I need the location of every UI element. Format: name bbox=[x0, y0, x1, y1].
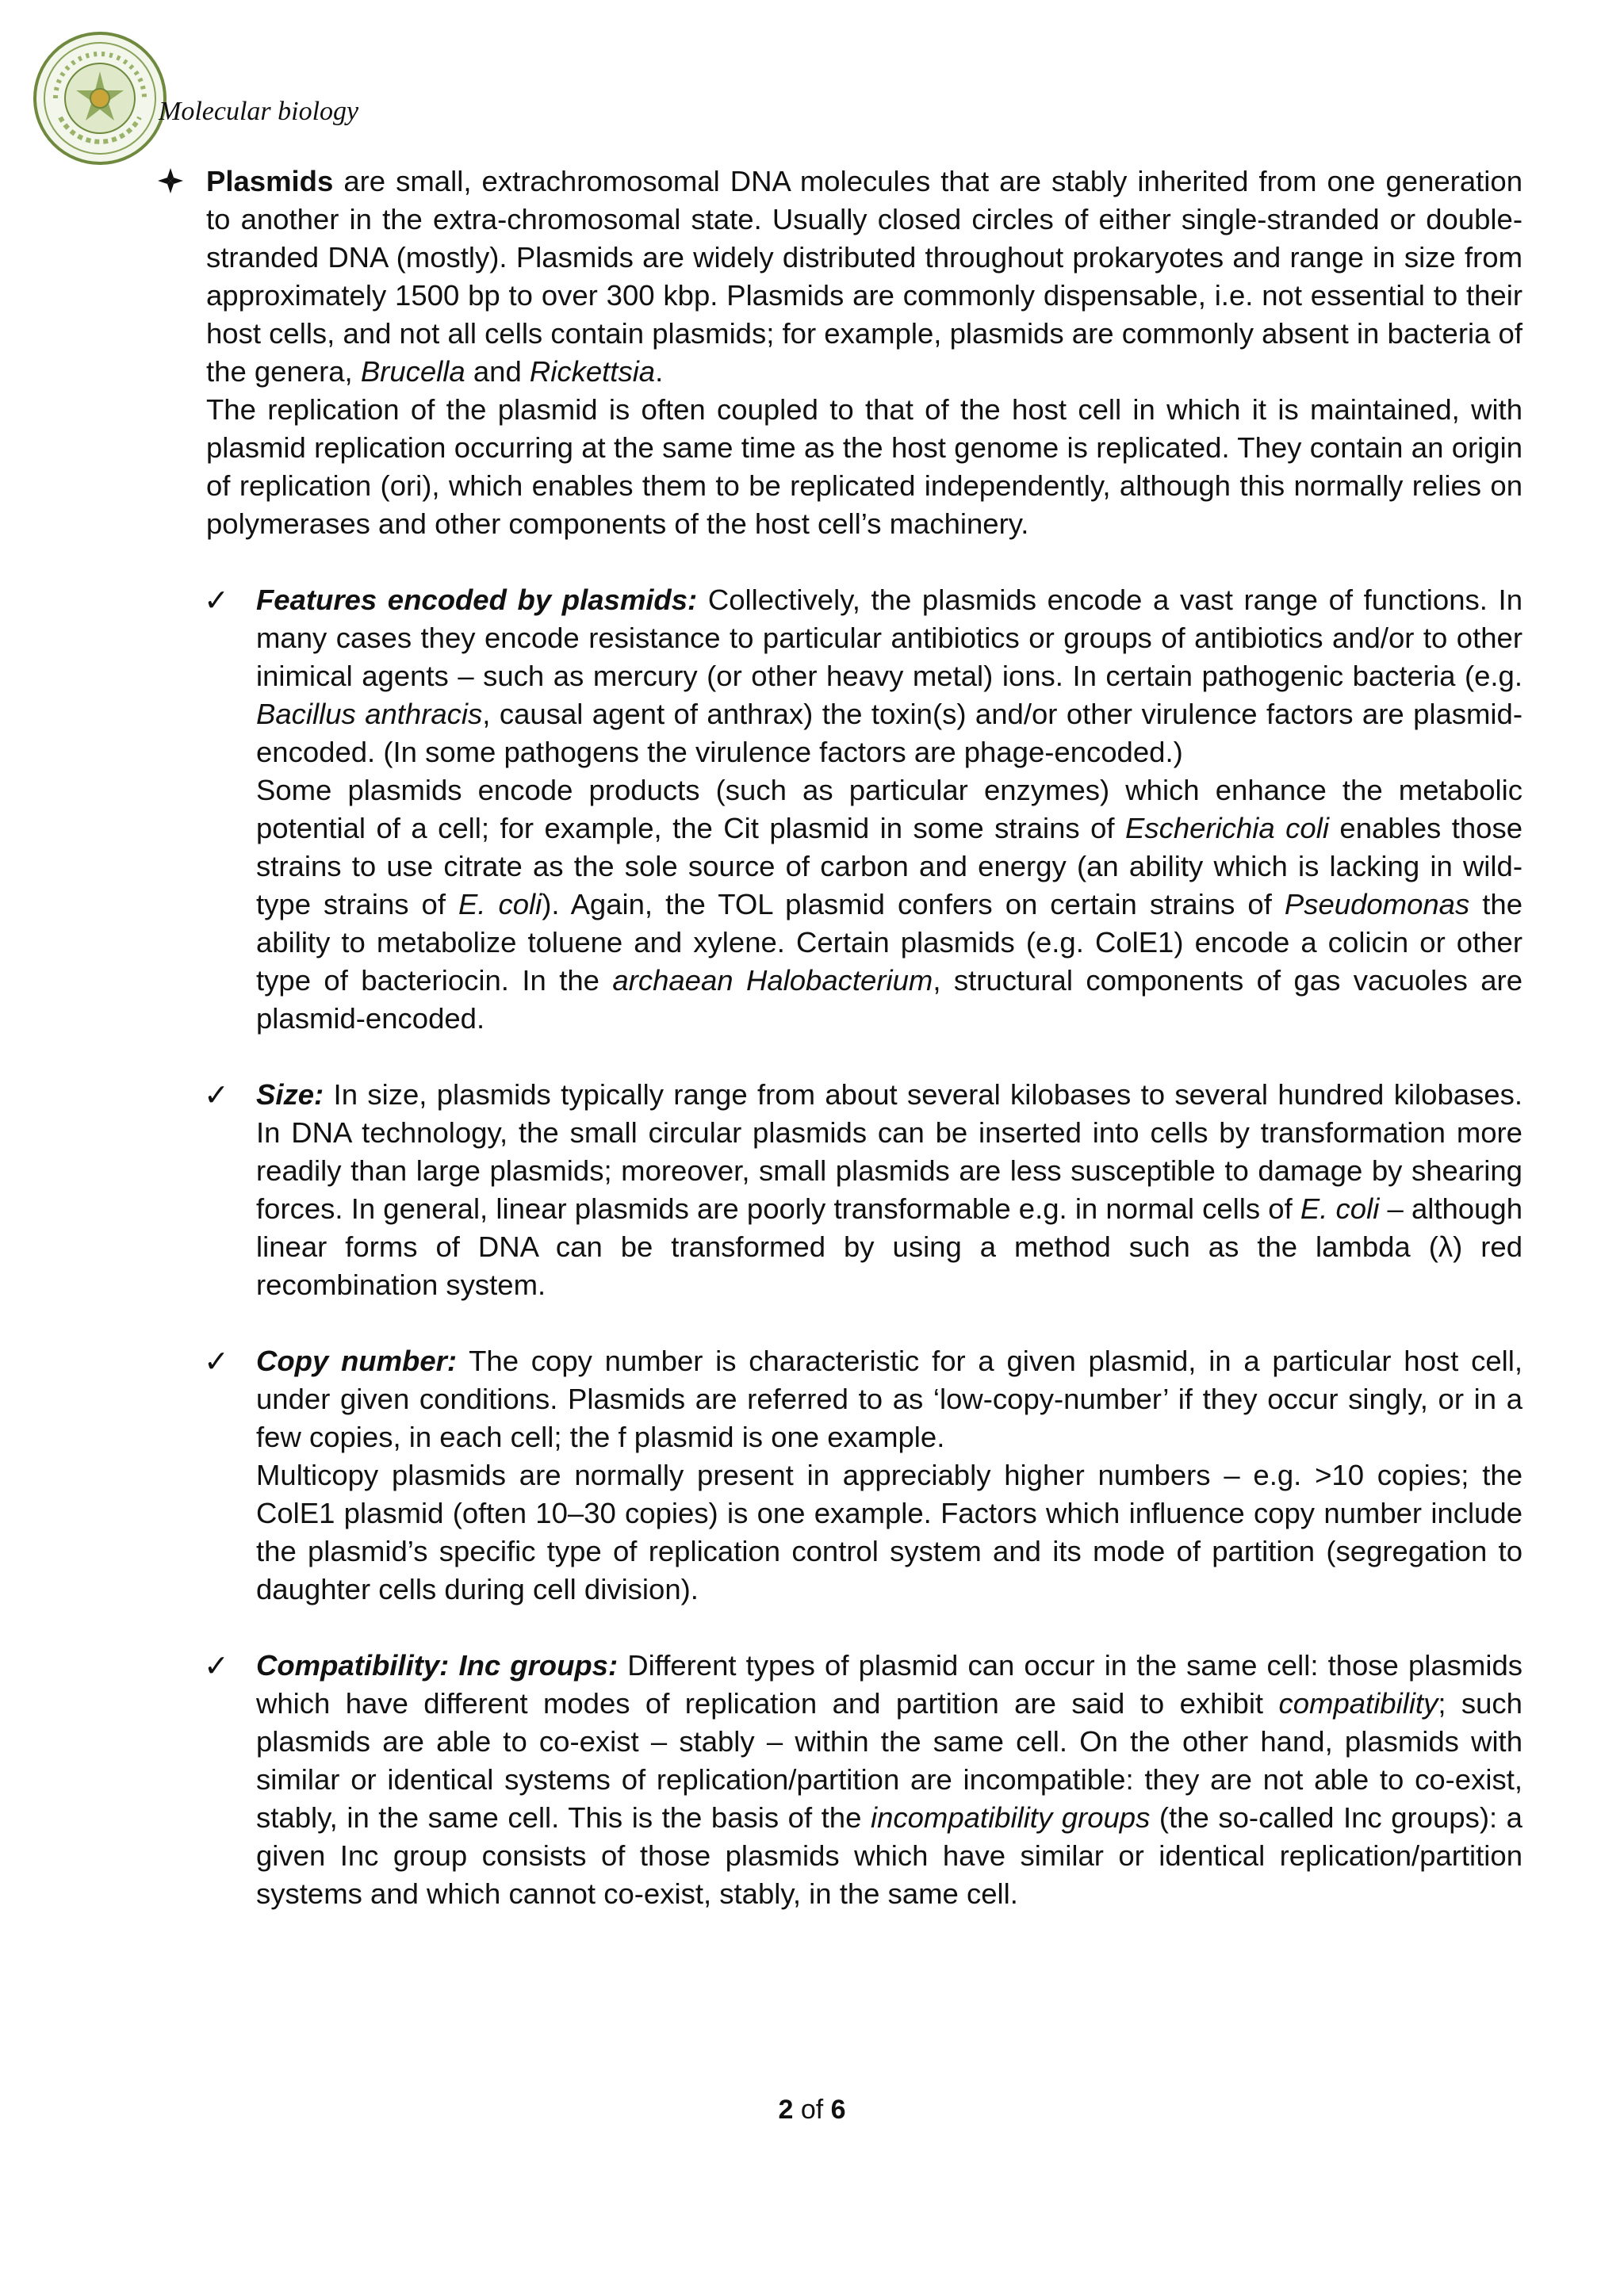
features-heading: Features encoded by plasmids: bbox=[256, 584, 698, 616]
text-run: , structural components of gas vacuoles are plasmid-encoded. bbox=[256, 964, 1523, 1035]
text-run: enables those strains to use citrate as the sole source of carbon and energy (an ability which is lacking in wild-type strains of bbox=[256, 812, 1523, 920]
replication-paragraph: The replication of the plasmid is often coupled to that of the host cell in which it is maintained, with plasmid replication occurring at the same time as the host genome is replicated. They contain an origin of replication (ori), which enables them to be replicated independently, although this normally relies on polymerases and other components of the host cell’s machinery. bbox=[206, 393, 1522, 540]
total-pages: 6 bbox=[830, 2095, 846, 2125]
features-paragraph-1 bbox=[256, 581, 1522, 771]
checkmark-icon: ✓ bbox=[204, 583, 229, 618]
text-run: Collectively, the plasmids encode a vast range of functions. In many cases they encode resistance to particular antibiotics or groups of antibiotics and/or to other inimical agents – such as mercury (or other heavy metal) ions. In certain pathogenic bacteria (e.g. bbox=[256, 584, 1522, 692]
copy-number-paragraph-2: Multicopy plasmids are normally present in appreciably higher numbers – e.g. >10 copies; the ColE1 plasmid (often 10–30 copies) is one example. Factors which influence copy number include the plasmid’s specific type of replication control system and its mode of partition (segregation to daughter cells during cell division). bbox=[256, 1459, 1522, 1605]
page-number-footer bbox=[0, 2095, 1624, 2126]
page-header bbox=[32, 30, 508, 157]
text-run: ; such plasmids are able to co-exist – stably – within the same cell. On the other hand, plasmids with similar or identical systems of replication/partition are incompatible: they are not able to co-exist, stably, in the same cell. This is the basis of the bbox=[256, 1687, 1522, 1834]
species-name: E. coli bbox=[458, 888, 542, 920]
compatibility-section bbox=[204, 1647, 1522, 1913]
genus-name: archaean Halobacterium bbox=[612, 964, 933, 997]
checkmark-icon: ✓ bbox=[204, 1648, 229, 1683]
text-run: Some plasmids encode products (such as particular enzymes) which enhance the metabolic potential of a cell; for example, the Cit plasmid in some strains of bbox=[256, 774, 1522, 844]
checkmark-icon: ✓ bbox=[204, 1077, 229, 1112]
plasmids-term: Plasmids bbox=[206, 165, 334, 197]
size-heading: Size: bbox=[256, 1078, 324, 1111]
text-run: are small, extrachromosomal DNA molecules that are stably inherited from one generation to another in the extra-chromosomal state. Usually closed circles of either single-stranded or double-stranded DNA (mostly). Plasmids are widely distributed throughout prokaryotes and range in size from approximately 1500 bp to over 300 kbp. Plasmids are commonly dispensable, i.e. not essential to their host cells, and not all cells contain plasmids; for example, plasmids are commonly absent in bacteria of the genera, bbox=[206, 165, 1522, 388]
species-name: E. coli bbox=[1300, 1192, 1380, 1225]
emphasis-term: incompatibility groups bbox=[870, 1801, 1151, 1834]
plasmids-definition-paragraph bbox=[206, 163, 1522, 391]
text-run: ). Again, the TOL plasmid confers on certain strains of bbox=[542, 888, 1285, 920]
text-run: . bbox=[655, 355, 664, 388]
copy-number-paragraph-1 bbox=[256, 1342, 1522, 1456]
text-run: and bbox=[465, 355, 530, 388]
text-run: (the so-called Inc groups): a given Inc group consists of those plasmids which have similar or identical replication/partition systems and which cannot co-exist, stably, in the same cell. bbox=[256, 1801, 1522, 1910]
features-section bbox=[204, 581, 1523, 1038]
checkmark-icon: ✓ bbox=[204, 1344, 229, 1379]
current-page: 2 bbox=[778, 2095, 794, 2125]
text-run: In size, plasmids typically range from about several kilobases to several hundred kilobases. In DNA technology, the small circular plasmids can be inserted into cells by transformation more readily than large plasmids; moreover, small plasmids are less susceptible to damage by shearing forces. In general, linear plasmids are poorly transformable e.g. in normal cells of bbox=[256, 1078, 1522, 1225]
text-run: The copy number is characteristic for a given plasmid, in a particular host cell, under given conditions. Plasmids are referred to as ‘low-copy-number’ if they occur singly, or in a few copies, in each cell; the f plasmid is one example. bbox=[256, 1345, 1522, 1453]
size-paragraph bbox=[256, 1076, 1522, 1304]
document-body bbox=[0, 163, 1624, 1913]
species-name: Escherichia coli bbox=[1125, 812, 1329, 844]
emphasis-term: compatibility bbox=[1278, 1687, 1438, 1720]
text-run: Different types of plasmid can occur in the same cell: those plasmids which have different modes of replication and partition are said to exhibit bbox=[256, 1649, 1522, 1720]
compatibility-heading: Compatibility: Inc groups: bbox=[256, 1649, 619, 1682]
compatibility-paragraph bbox=[256, 1647, 1522, 1913]
header-title: Molecular biology bbox=[159, 97, 359, 126]
plasmids-section bbox=[206, 163, 1522, 543]
page-of-label: of bbox=[793, 2095, 831, 2125]
copy-number-heading: Copy number: bbox=[256, 1345, 458, 1377]
text-run: the ability to metabolize toluene and xylene. Certain plasmids (e.g. ColE1) encode a colicin or other type of bacteriocin. In the bbox=[256, 888, 1522, 997]
university-seal-logo bbox=[32, 30, 168, 166]
copy-number-section bbox=[204, 1342, 1522, 1609]
genus-name: Pseudomonas bbox=[1284, 888, 1470, 920]
genus-brucella: Brucella bbox=[360, 355, 465, 388]
size-section bbox=[204, 1076, 1522, 1304]
diamond-bullet-icon bbox=[157, 167, 184, 194]
text-run: , causal agent of anthrax) the toxin(s) and/or other virulence factors are plasmid-encoded. (In some pathogens the virulence factors are phage-encoded.) bbox=[256, 698, 1522, 768]
text-run: – although linear forms of DNA can be transformed by using a method such as the lambda (λ) red recombination system. bbox=[256, 1192, 1522, 1301]
features-paragraph-2 bbox=[256, 771, 1522, 1038]
species-name: Bacillus anthracis bbox=[256, 698, 483, 730]
genus-rickettsia: Rickettsia bbox=[529, 355, 656, 388]
